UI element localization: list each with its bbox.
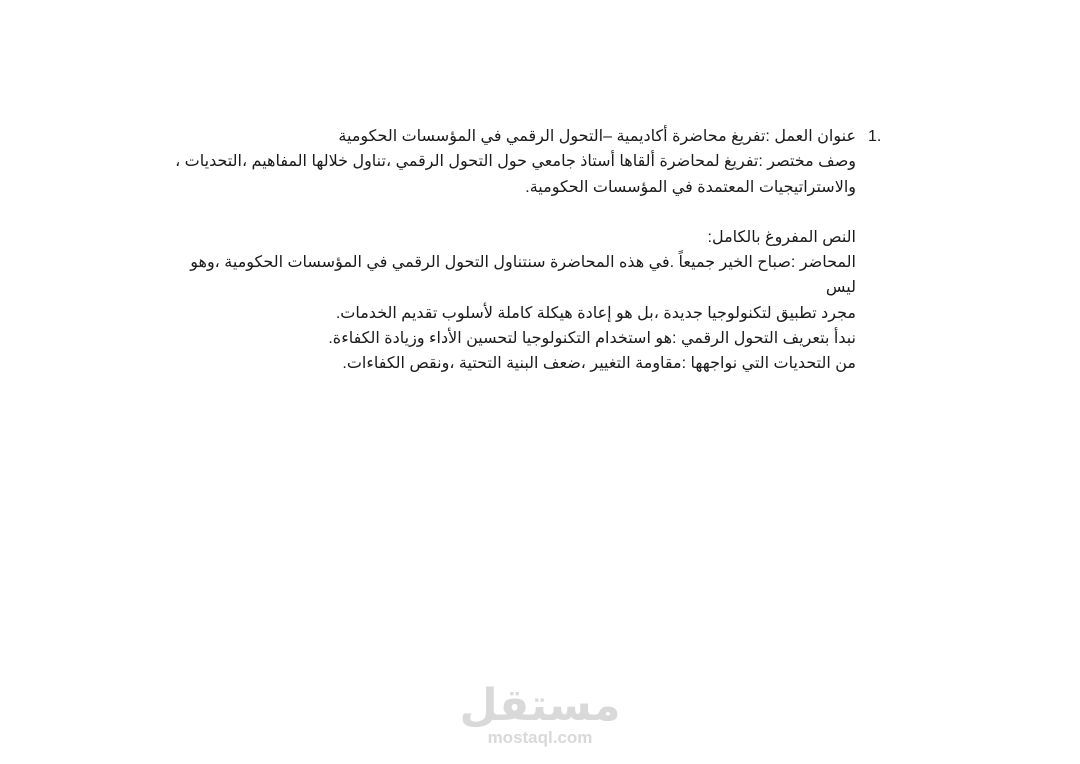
list-number: 1.: [868, 128, 882, 145]
transcript-line-3: نبدأ بتعريف التحول الرقمي :هو استخدام التكنولوجيا لتحسين الأداء وزيادة الكفاءة.: [328, 330, 856, 348]
mostaql-watermark: [440, 680, 640, 748]
transcript-line-4: من التحديات التي نواجهها :مقاومة التغيير ،ضعف البنية التحتية ،ونقص الكفاءات.: [342, 355, 856, 373]
transcript-heading: النص المفروغ بالكامل:: [707, 228, 856, 246]
description-line-2: والاستراتيجيات المعتمدة في المؤسسات الحكومية.: [525, 178, 856, 196]
transcript-line-1: المحاضر :صباح الخير جميعاً .في هذه المحاضرة سنتناول التحول الرقمي في المؤسسات الحكومية ،وهو ليس: [190, 254, 856, 297]
description-line-1: وصف مختصر :تفريغ لمحاضرة ألقاها أستاذ جامعي حول التحول الرقمي ،تناول خلالها المفاهيم ،التحديات ،: [175, 153, 856, 171]
document-body: [160, 124, 856, 377]
watermark-url: mostaql.com: [487, 728, 593, 747]
transcript-line-2: مجرد تطبيق لتكنولوجيا جديدة ،بل هو إعادة هيكلة كاملة لأسلوب تقديم الخدمات.: [335, 304, 856, 322]
paragraph-spacer: [160, 200, 856, 225]
watermark-logo: مستقل: [459, 680, 621, 731]
work-title: عنوان العمل :تفريغ محاضرة أكاديمية –التحول الرقمي في المؤسسات الحكومية: [338, 128, 856, 145]
